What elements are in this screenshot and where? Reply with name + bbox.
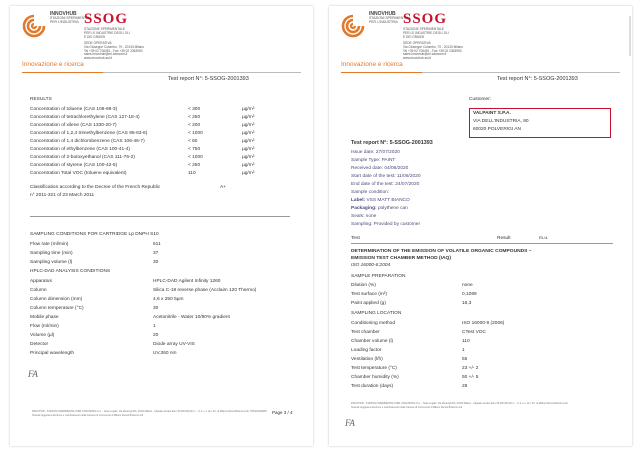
result-unit: µg/m³ [242, 123, 255, 128]
ssog-sub-line: E DEI GRASSI [84, 34, 106, 39]
sampling-value: 37 [153, 251, 159, 256]
footer-line: Società soggetta a direzione e coordinamento della Camera di Commercio di Milano Monza Brianza Lodi [351, 406, 462, 409]
customer-label: Customer: [469, 97, 492, 102]
sampling-value: 611 [153, 242, 161, 247]
report-page-right [329, 6, 632, 446]
classification-label: Classification according to the Decree of the French Republic [30, 185, 161, 190]
classification-value: A+ [220, 185, 227, 190]
label-key: Label: [351, 198, 366, 203]
customer-city: 60020 POLVERIGI AN [473, 127, 521, 132]
result-value: < 300 [188, 107, 201, 112]
results-title: RESULTS [30, 97, 52, 102]
address-block [403, 42, 463, 61]
column-header-mu: m.u. [539, 236, 549, 241]
result-unit: µg/m³ [242, 147, 255, 152]
result-label: Concentration of 1,2,4 trimethylbenzene (CAS 95-63-6) [30, 131, 148, 136]
info-line: Sample condition: [351, 190, 390, 195]
method-title-2: EMISSION TEST CHAMBER METHOD (IAQ) [351, 256, 451, 261]
loc-label: Test duration (days) [351, 384, 394, 389]
ssog-logo: SSOG [403, 11, 448, 27]
hplc-label: Mobile phase [30, 315, 59, 320]
seals-line: Seals: none [351, 214, 377, 219]
hplc-value: 4,6 x 250 5µm [153, 297, 184, 302]
signature-initials: FA [345, 418, 355, 428]
address-block [84, 42, 144, 61]
method-standard: ISO 16000-6:2004 [351, 263, 391, 268]
report-page-left [10, 6, 313, 446]
signature-initials: FA [28, 369, 38, 379]
prep-value: 0,1089 [462, 292, 477, 297]
address-line: Tel +39 02 706491 - Fax +39 02 2363953 [403, 48, 462, 53]
result-unit: µg/m³ [242, 139, 255, 144]
hplc-label: Detector [30, 342, 49, 347]
result-value: < 200 [188, 123, 201, 128]
loc-label: Chamber humidity (%) [351, 375, 399, 380]
info-line: Sample Type: PAINT [351, 158, 396, 163]
divider-grey [422, 72, 620, 73]
result-label: Concentration of 2-butoxyethanol (CAS 111-76-2) [30, 155, 135, 160]
loc-label: Test chamber [351, 330, 380, 335]
sampling-label: Sampling time (min) [30, 251, 73, 256]
hplc-value: UV,360 nm [153, 351, 177, 356]
loc-value: 28 [462, 384, 468, 389]
info-line: Issue date: 27/07/2020 [351, 150, 400, 155]
hplc-value: Diode array UV-VIS [153, 342, 195, 347]
address-line: Tel +39 02 706491 - Fax +39 02 2363953 [84, 48, 143, 53]
hplc-label: Apparatus [30, 279, 52, 284]
report-number-bold: Test report N°: 5-SSOG-2001393 [351, 140, 433, 146]
result-value: < 1000 [188, 131, 203, 136]
column-header-result: Result [497, 236, 511, 241]
table-header-rule [351, 243, 613, 244]
result-unit: µg/m³ [242, 115, 255, 120]
loc-label: Test temperature (°C) [351, 366, 397, 371]
ssog-subtitle [84, 28, 130, 39]
address-line: sales.innovhub@mi.camcom.it [84, 52, 128, 57]
result-label: Concentration of 1,4 dichlorobenzene (CAS 106-46-7) [30, 139, 145, 144]
result-unit: µg/m³ [242, 171, 255, 176]
customer-name: VALPAINT S.P.A. [473, 111, 511, 116]
loc-label: Loading factor [351, 348, 382, 353]
hplc-label: Column [30, 288, 47, 293]
tagline: Innovazione e ricerca [22, 61, 84, 68]
hplc-value: 20 [153, 333, 159, 338]
sampling-line: Sampling: Provided by customer [351, 222, 421, 227]
divider-orange [22, 72, 103, 73]
report-number: Test report N°: 5-SSOG-2001393 [168, 76, 249, 82]
prep-value: 16,3 [462, 301, 472, 306]
customer-street: VIA DELL'INDUSTRIA, 80 [473, 119, 529, 124]
hplc-value: Acetonitrile - Water 10/90% gradient [153, 315, 230, 320]
result-label: Concentration of toluene (CAS 108-88-3) [30, 107, 118, 112]
footer-line: INNOVHUB - STAZIONI SPERIMENTALI PER L'INDUSTRIA S.r.l. - Sede Legale: Via Meravigli 9/b, 20123 Milano - Capitale sociale Euro 30.000.000,00 i.v. - C.F. e n. iscr. R.I. di Milano Monza Brianza Lodi [351, 402, 568, 405]
result-label: Concentration of ethylbenzene (CAS 100-41-4) [30, 147, 130, 152]
ssog-sub-line: STAZIONE SPERIMENTALE [84, 27, 125, 31]
loc-value: ISO 16000-9 (2006) [462, 321, 505, 326]
packaging-line [351, 206, 408, 212]
section-divider [30, 216, 290, 217]
hplc-value: Silica C-18 reverse phase (Acclaim 120 Thermo) [153, 288, 257, 293]
loc-value: 23 +/- 2 [462, 366, 479, 371]
result-label: Concentration of tetrachlorethylene (CAS 127-18-4) [30, 115, 140, 120]
ssog-sub-line: E DEI GRASSI [403, 34, 425, 39]
result-value: < 60 [188, 139, 198, 144]
loc-value: 110 [462, 339, 470, 344]
sampling-value: 30 [153, 260, 159, 265]
result-value: < 750 [188, 147, 201, 152]
hplc-value: 1 [153, 324, 156, 329]
hplc-title: HPLC-DAD ANALYSIS CONDITIONS [30, 269, 111, 274]
hplc-label: Volume (µl) [30, 333, 55, 338]
divider-grey [103, 72, 301, 73]
hplc-value: HPLC-DAD Agilent Infinity 1260 [153, 279, 221, 284]
classification-label-2: n° 2011-321 of 23 March 2011 [30, 193, 95, 198]
result-unit: µg/m³ [242, 163, 255, 168]
packaging-key: Packaging: [351, 206, 377, 211]
loc-value: 1 [462, 348, 465, 353]
location-title: SAMPLING LOCATION [351, 311, 402, 316]
info-line: End date of the test: 24/07/2020 [351, 182, 420, 187]
page-number: Page 3 / 4 [272, 410, 293, 415]
prep-label: Dilution (%) [351, 283, 376, 288]
hplc-label: Flow (ml/min) [30, 324, 59, 329]
innovhub-logo-icon [341, 14, 365, 38]
result-unit: µg/m³ [242, 107, 255, 112]
address-line: SEDE OPERATIVA: [84, 41, 113, 45]
prep-label: Paint applied (g) [351, 301, 386, 306]
hplc-label: Column dimension (mm) [30, 297, 83, 302]
preparation-title: SAMPLE PREPARATION [351, 274, 406, 279]
result-label: Concentration of xilene (CAS 1330-20-7) [30, 123, 117, 128]
report-number: Test report N°: 5-SSOG-2001393 [497, 76, 578, 82]
result-value: < 1000 [188, 155, 203, 160]
result-label: Concentration of styrene (CAS 100-42-5) [30, 163, 118, 168]
hplc-label: Column temperature (°C) [30, 306, 84, 311]
ssog-sub-line: PER LE INDUSTRIE DEGLI OLI [84, 30, 130, 35]
result-unit: µg/m³ [242, 155, 255, 160]
ssog-subtitle [403, 28, 449, 39]
loc-label: Chamber volume (l) [351, 339, 394, 344]
result-value: < 250 [188, 115, 201, 120]
address-line: Via Giuseppe Colombo, 79 - 20133 Milano [403, 44, 464, 49]
column-header-test: Test [351, 236, 360, 241]
company-sub-1: STAZIONI SPERIMENTALI [50, 16, 91, 21]
ssog-logo: SSOG [84, 11, 129, 27]
method-title: DETERMINATION OF THE EMISSION OF VOLATILE ORGANIC COMPOUNDS – [351, 249, 532, 254]
sample-label-line [351, 198, 410, 204]
label-value: VSS MATT BIANCO [366, 198, 410, 203]
address-line: www.innovhub-ssi.it [403, 56, 431, 61]
tagline: Innovazione e ricerca [341, 61, 403, 68]
prep-value: none [462, 283, 473, 288]
address-line: SEDE OPERATIVA: [403, 41, 432, 45]
hplc-value: 30 [153, 306, 159, 311]
company-name: INNOVHUB [50, 11, 77, 17]
packaging-value: polythene can [377, 206, 408, 211]
result-value: < 250 [188, 163, 201, 168]
loc-value: 55 [462, 357, 468, 362]
address-line: Via Giuseppe Colombo, 79 - 20133 Milano [84, 44, 145, 49]
info-line: Start date of the test: 11/06/2020 [351, 174, 421, 179]
footer-line: INNOVHUB - STAZIONI SPERIMENTALI PER L'INDUSTRIA S.r.l. - Sede Legale: Via Meravigli 9/b, 20123 Milano - Capitale sociale Euro 30.000.000,00 i.v. - C.F. e n. iscr. R.I. di Milano Monza Brianza Lodi: IT05121060965 [32, 410, 267, 413]
company-sub-2: PER L'INDUSTRIA [369, 20, 398, 25]
innovhub-logo-icon [22, 14, 46, 38]
company-sub-2: PER L'INDUSTRIA [50, 20, 79, 25]
loc-value: CTest VOC [462, 330, 486, 335]
loc-value: 50 +/- 5 [462, 375, 479, 380]
address-line: sales.innovhub@mi.camcom.it [403, 52, 447, 57]
address-line: www.innovhub-ssi.it [84, 56, 112, 61]
footer-line: Società soggetta a direzione e coordinamento della Camera di Commercio di Milano Monza Brianza Lodi [32, 414, 143, 417]
customer-address-box [469, 108, 611, 138]
ssog-sub-line: PER LE INDUSTRIE DEGLI OLI [403, 30, 449, 35]
ssog-sub-line: STAZIONE SPERIMENTALE [403, 27, 444, 31]
hplc-label: Principal wavelength [30, 351, 74, 356]
sampling-label: Flow rate (ml/min) [30, 242, 69, 247]
prep-label: Test surface (m²) [351, 292, 387, 297]
scrollbar[interactable] [629, 16, 631, 56]
company-name: INNOVHUB [369, 11, 396, 17]
loc-label: Ventilation (l/h) [351, 357, 383, 362]
info-line: Received date: 04/06/2020 [351, 166, 409, 171]
divider-orange [341, 72, 422, 73]
result-label: Concentration Total VOC (toluene equivalent) [30, 171, 127, 176]
sampling-label: Sampling volume (l) [30, 260, 73, 265]
result-unit: µg/m³ [242, 131, 255, 136]
company-sub-1: STAZIONI SPERIMENTALI [369, 16, 410, 21]
result-value: 110 [188, 171, 196, 176]
sampling-title: SAMPLING CONDITIONS FOR CARTRIDGE Lp DNPH S10 [30, 232, 159, 237]
loc-label: Conditioning method [351, 321, 396, 326]
